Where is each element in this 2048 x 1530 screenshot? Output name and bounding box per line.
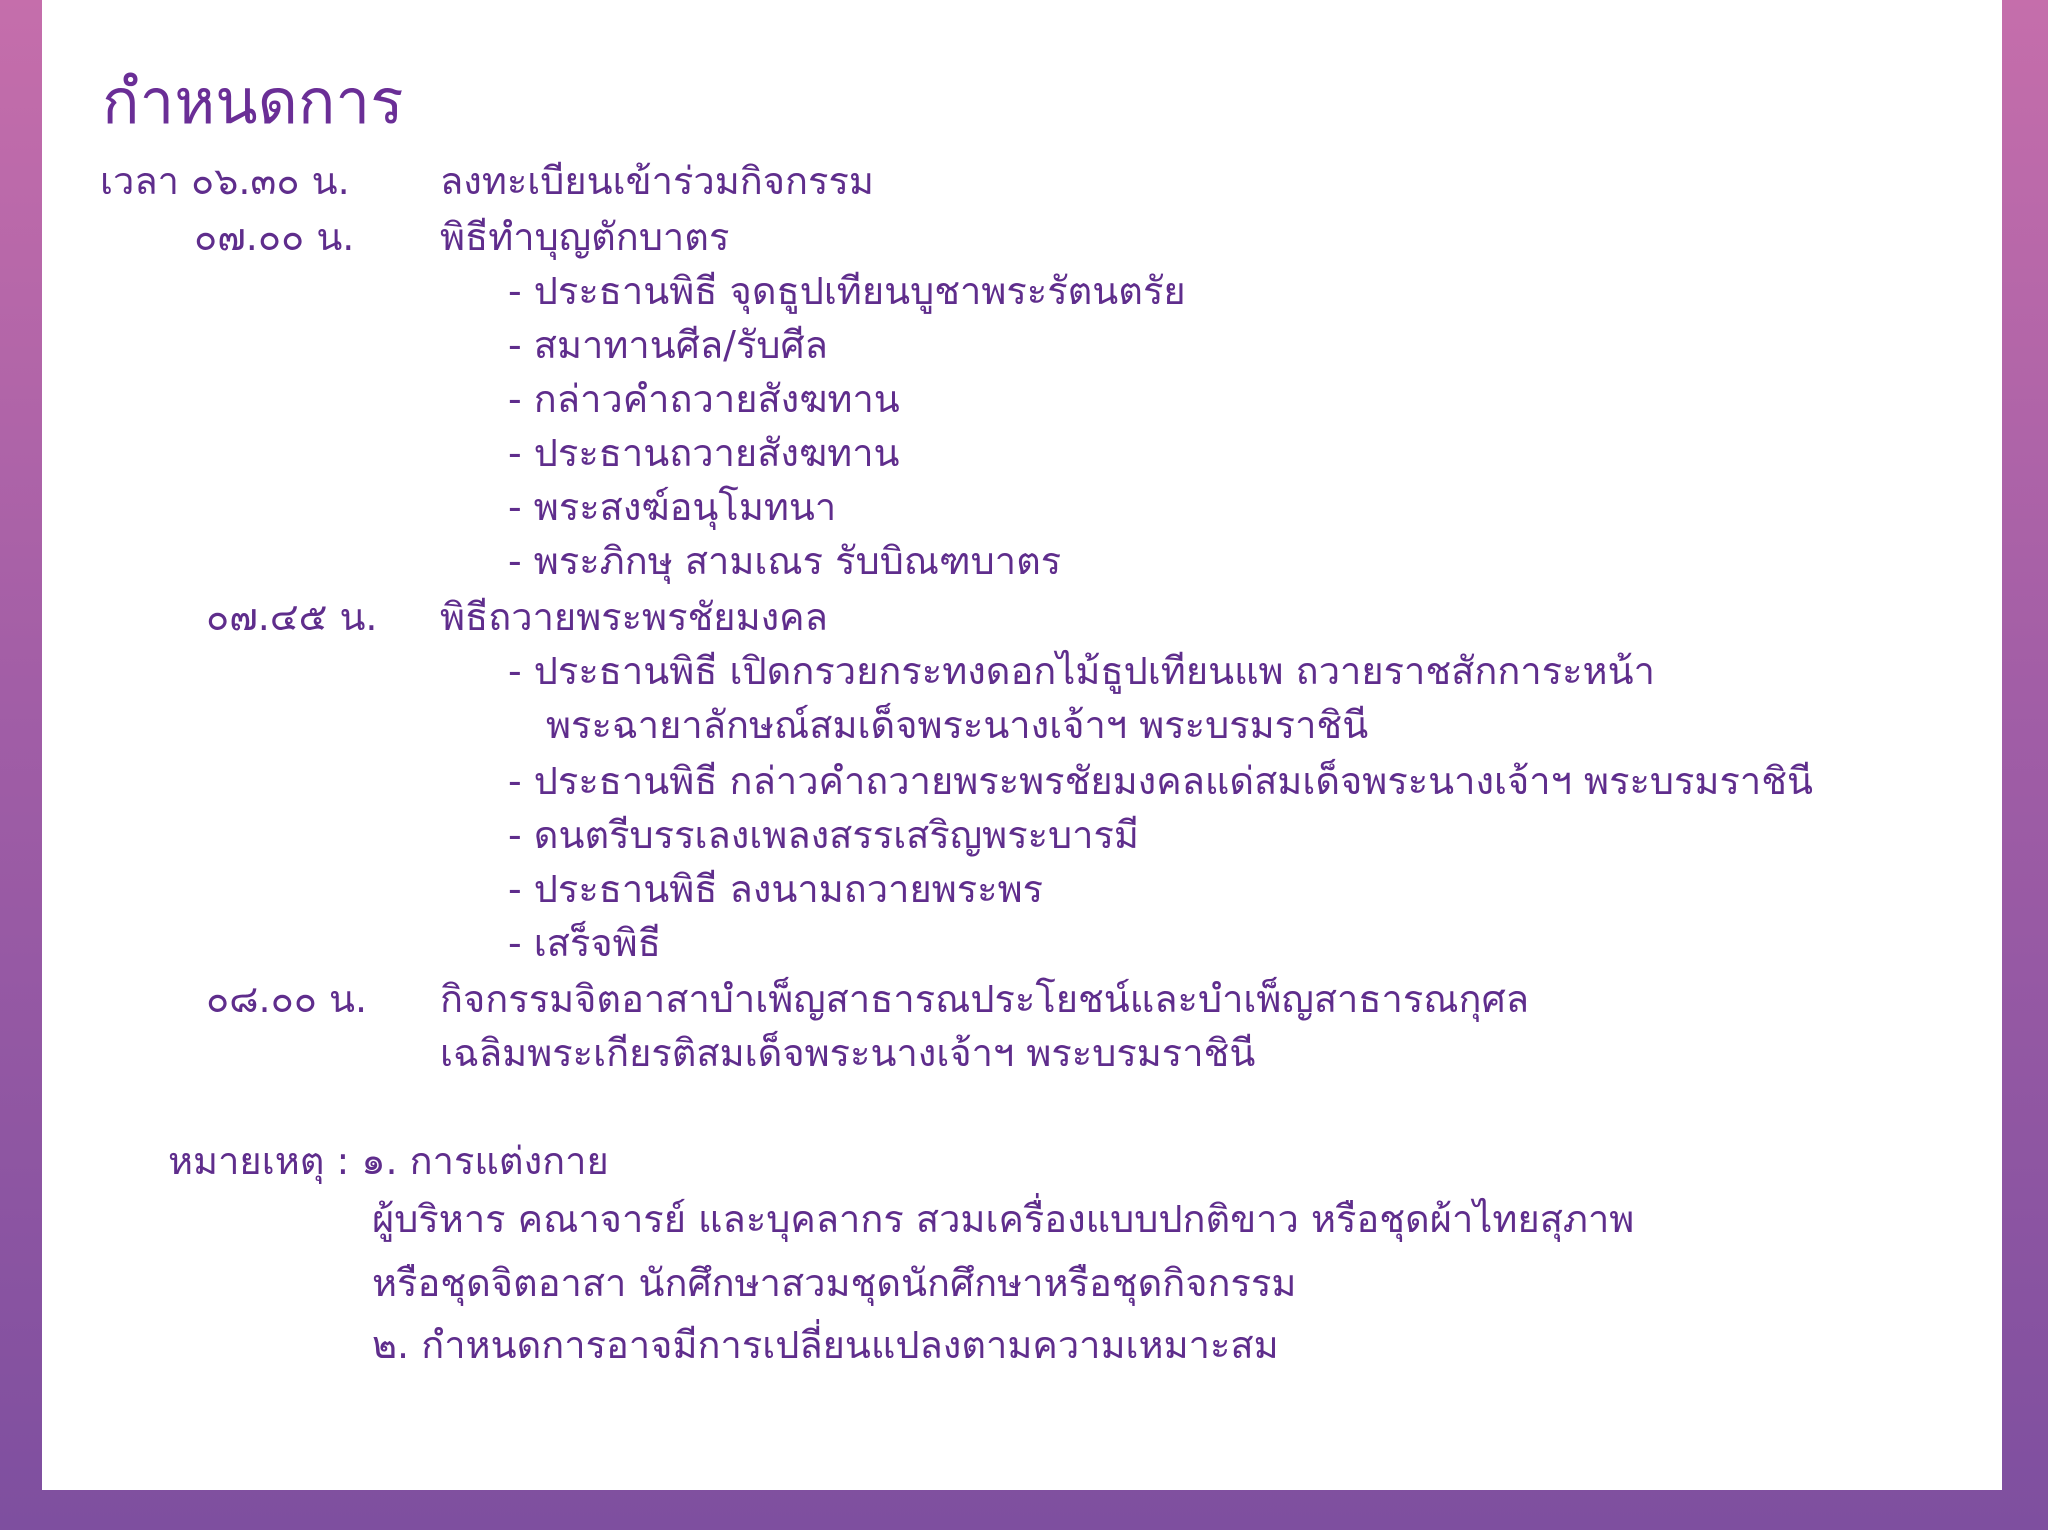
activity-registration: ลงทะเบียนเข้าร่วมกิจกรรม xyxy=(440,159,874,203)
alms-detail-item: - พระภิกษุ สามเณร รับบิณฑบาตร xyxy=(508,539,1062,583)
time-0700: ๐๗.๐๐ น. xyxy=(194,215,355,259)
notes-label: หมายเหตุ : ๑. การแต่งกาย xyxy=(168,1139,609,1183)
alms-detail-item: - พระสงฆ์อนุโมทนา xyxy=(508,485,837,529)
blessing-detail-item: - เสร็จพิธี xyxy=(508,921,661,965)
page-title: กำหนดการ xyxy=(102,65,404,138)
notes-line: ผู้บริหาร คณาจารย์ และบุคลากร สวมเครื่องแบบปกติขาว หรือชุดผ้าไทยสุภาพ xyxy=(372,1197,1635,1241)
blessing-detail-item: - ประธานพิธี ลงนามถวายพระพร xyxy=(508,867,1044,911)
notes-line: ๒. กำหนดการอาจมีการเปลี่ยนแปลงตามความเหมาะสม xyxy=(372,1323,1279,1367)
alms-detail-item: - กล่าวคำถวายสังฆทาน xyxy=(508,377,900,421)
activity-blessing-ceremony: พิธีถวายพระพรชัยมงคล xyxy=(440,595,828,639)
blessing-detail-item: - ประธานพิธี เปิดกรวยกระทงดอกไม้ธูปเทียนแพ ถวายราชสักการะหน้า xyxy=(508,649,1655,693)
time-0800: ๐๘.๐๐ น. xyxy=(206,977,368,1021)
alms-detail-item: - สมาทานศีล/รับศีล xyxy=(508,323,828,367)
alms-detail-item: - ประธานพิธี จุดธูปเทียนบูชาพระรัตนตรัย xyxy=(508,269,1186,313)
blessing-detail-item: - ดนตรีบรรเลงเพลงสรรเสริญพระบารมี xyxy=(508,813,1139,857)
time-0630: เวลา ๐๖.๓๐ น. xyxy=(100,159,350,203)
activity-volunteer: กิจกรรมจิตอาสาบำเพ็ญสาธารณประโยชน์และบำเพ็ญสาธารณกุศล xyxy=(440,977,1529,1021)
activity-alms-ceremony: พิธีทำบุญตักบาตร xyxy=(440,215,730,259)
blessing-detail-item-cont: พระฉายาลักษณ์สมเด็จพระนางเจ้าฯ พระบรมราชินี xyxy=(546,703,1369,747)
alms-detail-item: - ประธานถวายสังฆทาน xyxy=(508,431,900,475)
notes-line: หรือชุดจิตอาสา นักศึกษาสวมชุดนักศึกษาหรือชุดกิจกรรม xyxy=(372,1261,1297,1305)
time-0745: ๐๗.๔๕ น. xyxy=(206,595,378,639)
blessing-detail-item: - ประธานพิธี กล่าวคำถวายพระพรชัยมงคลแด่สมเด็จพระนางเจ้าฯ พระบรมราชินี xyxy=(508,759,1813,803)
activity-volunteer-cont: เฉลิมพระเกียรติสมเด็จพระนางเจ้าฯ พระบรมราชินี xyxy=(440,1031,1256,1075)
